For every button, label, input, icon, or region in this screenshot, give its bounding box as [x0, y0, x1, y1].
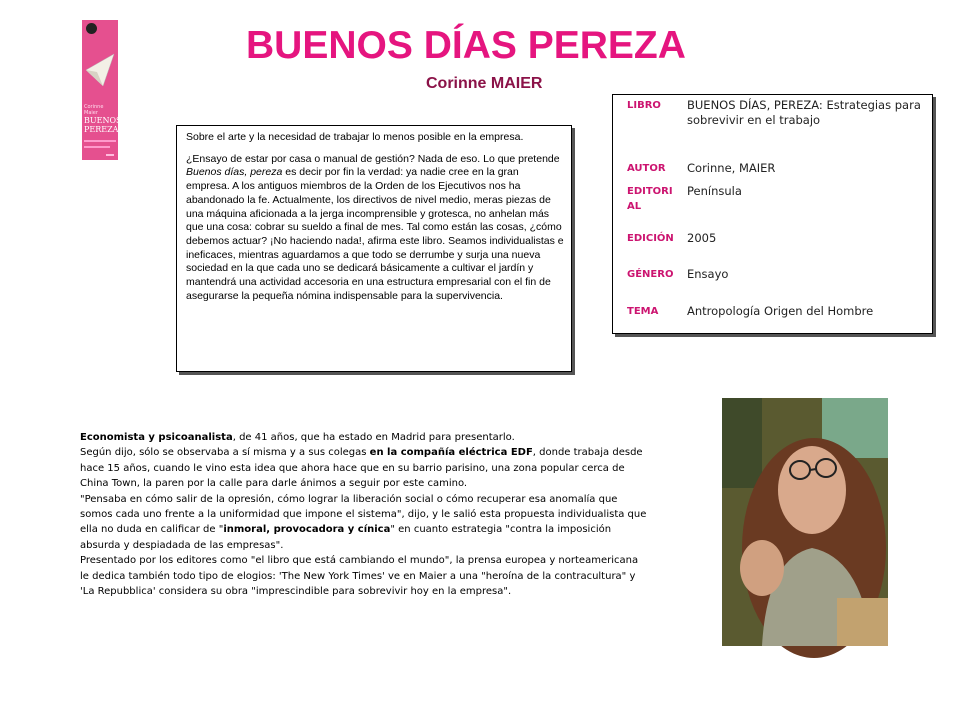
cover-publisher-mark — [106, 154, 114, 156]
cover-subtitle-line — [84, 140, 116, 142]
author-bio: Economista y psicoanalista, de 41 años, que ha estado en Madrid para presentarlo. Según dijo, sólo se observaba a sí misma y a sus colegas en la compañía eléctrica EDF, donde trabaja desde hace 15 años, cuando le vino esta idea que ahora hace que en su barrio parisino, una zona popular cerca de China Town, la paren por la calle para darle ánimos a seguir por este camino. "Pensaba en cómo salir de la opresión, cómo lograr la liberación social o cómo recuperar esa anomalía que somos cada uno frente a la uniformidad que impone el sistema", dijo, y le salió esta propuesta individualista que ella no duda en calificar de "inmoral, provocadora y cínica" en cuanto estrategia "contra la imposición absurda y despiadada de las empresas". Presentado por los editores como "el libro que está cambiando el mundo", la prensa europea y norteamericana le dedica también todo tipo de elogios: 'The New York Times' ve en Maier a una "heroína de la contracultura" y 'La Repubblica' considera su obra "imprescindible para sobrevivir hoy en la empresa". — [80, 432, 647, 598]
row-value: BUENOS DÍAS, PEREZA: Estrategias para sobrevivir en el trabajo — [687, 98, 921, 127]
synopsis-lead: Sobre el arte y la necesidad de trabajar lo menos posible en la empresa. — [186, 131, 524, 143]
cover-title: BUENOS DÍAS, PEREZA — [84, 116, 148, 134]
row-value: Antropología Origen del Hombre — [687, 304, 874, 318]
row-key: EDITORIAL — [627, 186, 673, 212]
cover-author: Corinne Maier — [84, 104, 104, 116]
book-cover-image — [82, 20, 148, 160]
table-row — [613, 158, 932, 181]
paper-plane-illustration — [85, 50, 115, 90]
row-key: GÉNERO — [627, 269, 674, 280]
table-row — [613, 301, 932, 333]
row-key: AUTOR — [627, 163, 666, 174]
synopsis-box — [176, 125, 572, 372]
row-value: Península — [687, 184, 742, 198]
book-info-table — [612, 94, 933, 334]
row-key: TEMA — [627, 306, 659, 317]
table-row — [613, 264, 932, 301]
row-value: 2005 — [687, 231, 717, 245]
cover-subtitle-line — [84, 146, 110, 148]
table-row — [613, 181, 932, 228]
page-title: BUENOS DÍAS PEREZA — [246, 24, 686, 67]
row-key: LIBRO — [627, 100, 661, 111]
synopsis-body: ¿Ensayo de estar por casa o manual de gestión? Nada de eso. Lo que pretende Buenos días, pereza es decir por fin la verdad: ya nadie cree en la gran empresa. A los antiguos miembros de la Orden de los Ejecutivos nos ha abandonado la fe. Actualmente, los directivos de nivel medio, meras piezas de una máquina aficionada a la jerga incomprensible y grotesca, no anhelan más que una cosa: cobrar su sueldo a final de mes. Tal como están las cosas, ¿cómo debemos actuar? ¡No haciendo nada!, afirma este libro. Seamos individualistas e ineficaces, mientras aguardamos a que todo se derrumbe y surja una nueva sociedad en la que cada uno se dedicará básicamente a cultivar el jardín y mantendrá una actividad accesoria en una estructura empresarial con el fin de asegurarse la pequeña nómina indispensable para la supervivencia. — [186, 152, 564, 302]
table-row — [613, 95, 932, 158]
author-portrait-illustration — [722, 398, 888, 646]
table-row — [613, 228, 932, 264]
row-value: Corinne, MAIER — [687, 161, 776, 175]
page-author: Corinne MAIER — [426, 75, 543, 92]
row-key: EDICIÓN — [627, 233, 674, 244]
row-value: Ensayo — [687, 267, 729, 281]
publisher-logo — [86, 23, 97, 34]
author-photo — [722, 398, 888, 646]
